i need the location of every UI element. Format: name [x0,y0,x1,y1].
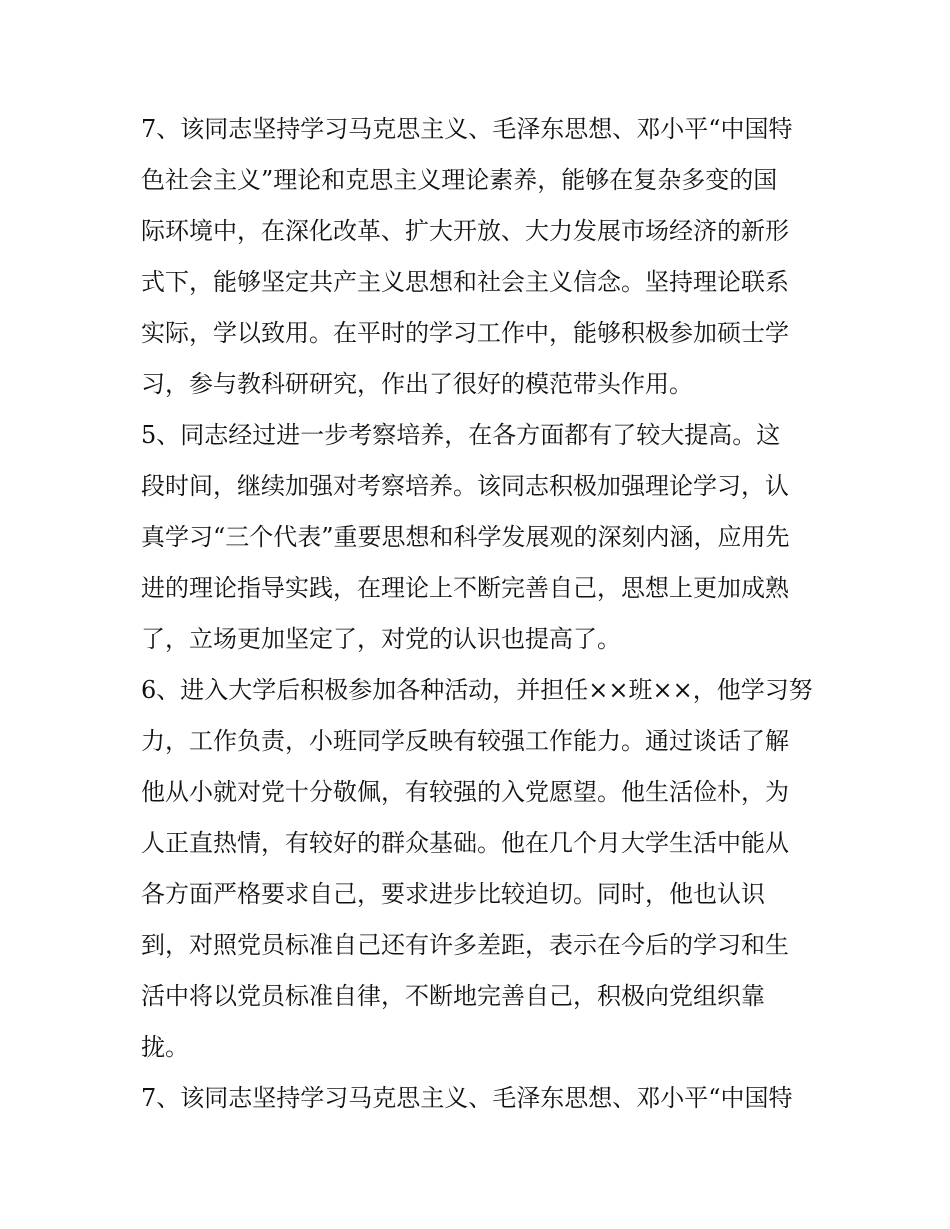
text-line: 各方面严格要求自己，要求进步比较迫切。同时，他也认识 [141,880,765,908]
text-line: 了，立场更加坚定了，对党的认识也提高了。 [141,625,621,653]
text-line: 色社会主义”理论和克思主义理论素养，能够在复杂多变的国 [141,166,778,194]
text-line: 进的理论指导实践，在理论上不断完善自己，思想上更加成熟 [141,574,789,602]
text-line: 6、进入大学后积极参加各种活动，并担任××班××，他学习努 [141,676,813,704]
paragraph-item-7-repeat [141,1073,831,1124]
paragraph-item-6 [141,665,831,1073]
text-line: 他从小就对党十分敬佩，有较强的入党愿望。他生活俭朴，为 [141,778,789,806]
text-line: 到，对照党员标准自己还有许多差距，表示在今后的学习和生 [141,931,789,959]
text-line: 人正直热情，有较好的群众基础。他在几个月大学生活中能从 [141,829,789,857]
text-line: 7、该同志坚持学习马克思主义、毛泽东思想、邓小平“中国特 [141,1084,793,1112]
paragraph-item-7 [141,104,831,410]
text-line: 实际，学以致用。在平时的学习工作中，能够积极参加硕士学 [141,319,789,347]
text-line: 7、该同志坚持学习马克思主义、毛泽东思想、邓小平“中国特 [141,115,793,143]
text-line: 习，参与教科研研究，作出了很好的模范带头作用。 [141,370,693,398]
text-line: 真学习“三个代表”重要思想和科学发展观的深刻内涵，应用先 [141,523,790,551]
paragraph-item-5 [141,410,831,665]
text-line: 拢。 [141,1033,189,1061]
text-line: 活中将以党员标准自律，不断地完善自己，积极向党组织靠 [141,982,765,1010]
text-line: 式下，能够坚定共产主义思想和社会主义信念。坚持理论联系 [141,268,789,296]
text-line: 段时间，继续加强对考察培养。该同志积极加强理论学习，认 [141,472,789,500]
text-line: 5、同志经过进一步考察培养，在各方面都有了较大提高。这 [141,421,781,449]
text-line: 际环境中，在深化改革、扩大开放、大力发展市场经济的新形 [141,217,789,245]
document-body [141,104,831,1124]
text-line: 力，工作负责，小班同学反映有较强工作能力。通过谈话了解 [141,727,789,755]
